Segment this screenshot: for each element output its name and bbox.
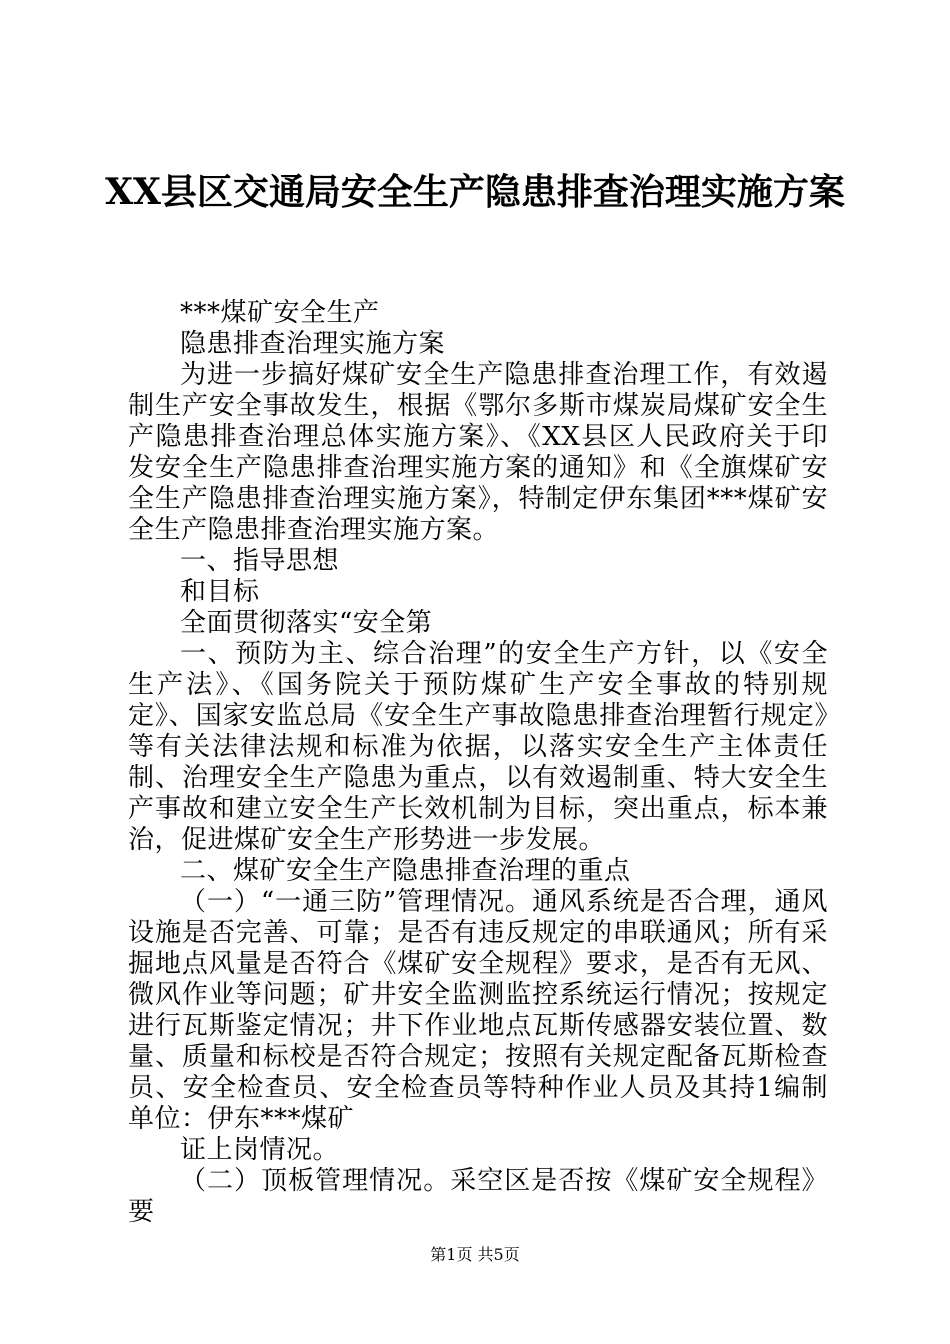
- paragraph-intro: 为进一步搞好煤矿安全生产隐患排查治理工作，有效遏制生产安全事故发生，根据《鄂尔多斯市煤炭局煤矿安全生产隐患排查治理总体实施方案》、《XX县区人民政府关于印发安全生产隐患排查治理实施方案的通知》和《全旗煤矿安全生产隐患排查治理实施方案》，特制定伊东集团***煤矿安全生产隐患排查治理实施方案。: [128, 360, 828, 545]
- paragraph-certificate: 证上岗情况。: [180, 1135, 340, 1165]
- paragraph-principle-start: 全面贯彻落实“安全第: [180, 608, 433, 638]
- document-title: XX县区交通局安全生产隐患排查治理实施方案: [105, 171, 845, 213]
- section-heading-2: 二、煤矿安全生产隐患排查治理的重点: [180, 856, 631, 886]
- paragraph-roof-management: （二）顶板管理情况。采空区是否按《煤矿安全规程》要: [128, 1166, 828, 1227]
- paragraph-mine-heading: ***煤矿安全生产: [180, 298, 380, 328]
- paragraph-plan-heading: 隐患排查治理实施方案: [180, 329, 446, 359]
- section-heading-1-cont: 和目标: [180, 577, 260, 607]
- document-body: [128, 298, 828, 1228]
- paragraph-ventilation: （一）“一通三防”管理情况。通风系统是否合理，通风设施是否完善、可靠；是否有违反规定的串联通风；所有采掘地点风量是否符合《煤矿安全规程》要求，是否有无风、微风作业等问题；矿井安全监测监控系统运行情况；按规定进行瓦斯鉴定情况；井下作业地点瓦斯传感器安装位置、数量、质量和标校是否符合规定；按照有关规定配备瓦斯检查员、安全检查员、安全检查员等特种作业人员及其持1编制单位：伊东***煤矿: [128, 887, 828, 1134]
- paragraph-principle: 一、预防为主、综合治理”的安全生产方针，以《安全生产法》、《国务院关于预防煤矿生产安全事故的特别规定》、国家安监总局《安全生产事故隐患排查治理暂行规定》等有关法律法规和标准为依据，以落实安全生产主体责任制、治理安全生产隐患为重点，以有效遏制重、特大安全生产事故和建立安全生产长效机制为目标，突出重点，标本兼治，促进煤矿安全生产形势进一步发展。: [128, 639, 828, 855]
- section-heading-1: 一、指导思想: [180, 546, 340, 576]
- page-footer: 第1页 共5页: [430, 1245, 520, 1264]
